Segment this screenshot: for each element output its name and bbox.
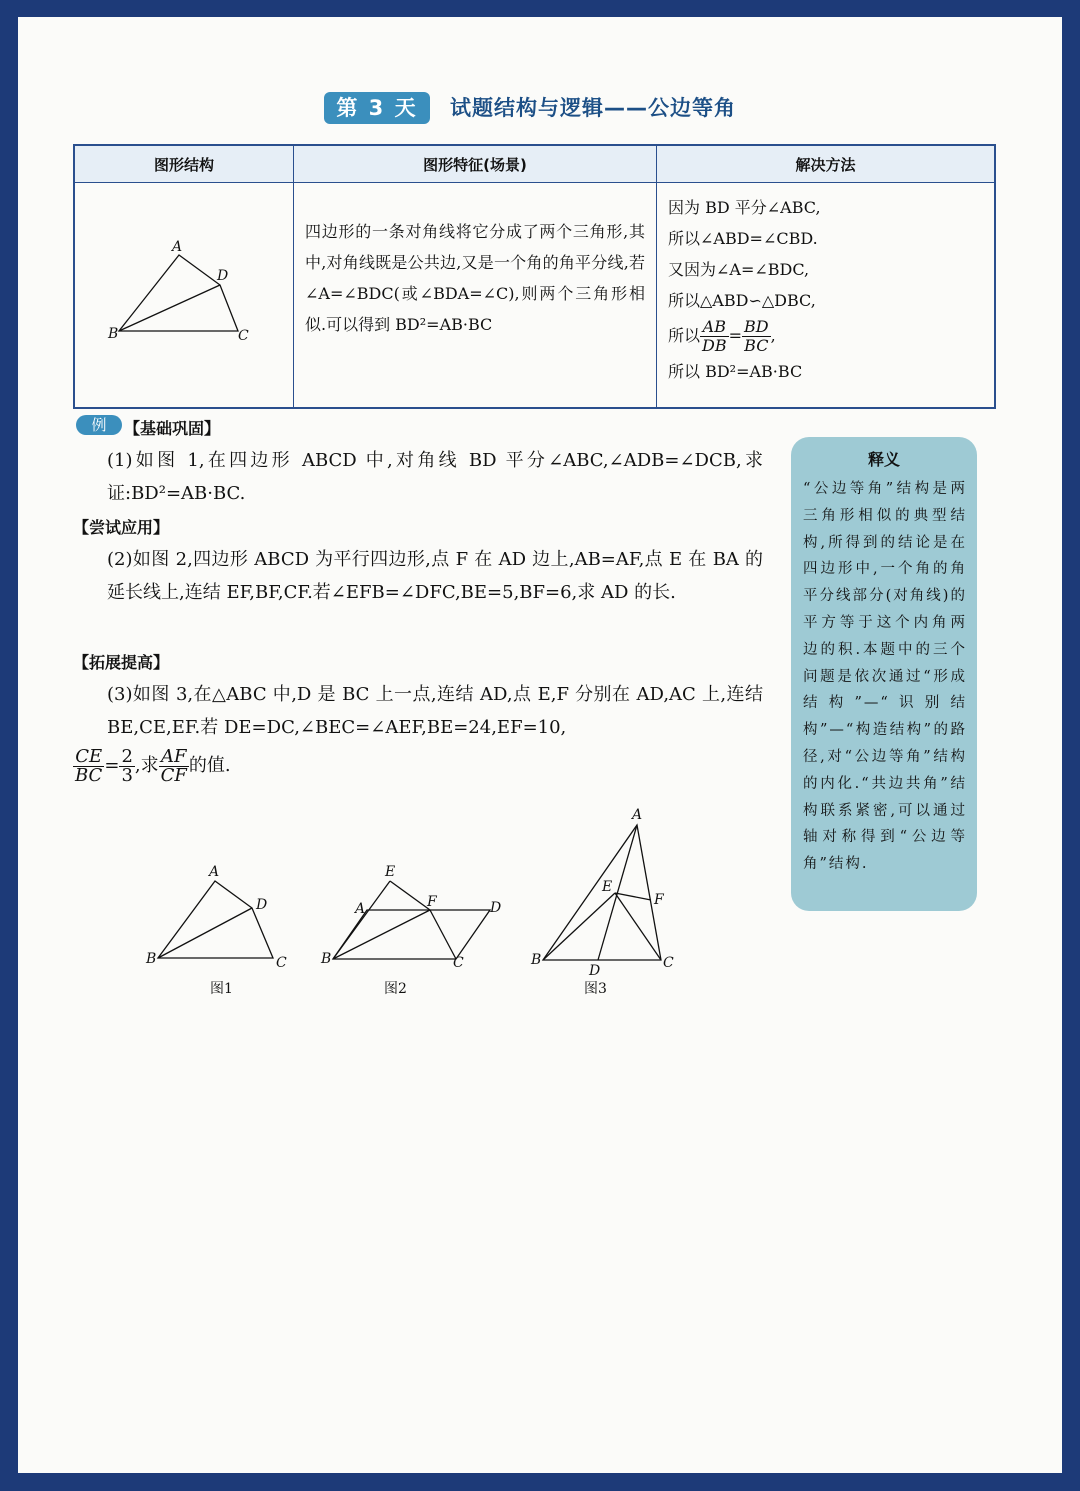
fig2-label: D: [490, 900, 502, 916]
figure-1-caption: 图1: [210, 981, 233, 997]
solution-line: 所以∠ABD=∠CBD.: [668, 229, 818, 248]
sidebar-text: “公边等角”结构是两三角形相似的典型结构,所得到的结论是在四边形中,一个角的角平分线部分(对角线)的平方等于这个内角两边的积.本题中的三个问题是依次通过“形成结构”—“识别结构”—“构造结构”的路径,对“公边等角”结构的内化.“共边共角”结构联系紧密,可以通过轴对称得到“公边等角”结构.: [803, 481, 967, 873]
day-badge: 第 3 天: [324, 92, 430, 124]
fraction-denominator: CF: [160, 764, 187, 786]
quad-abcd: [119, 255, 238, 331]
fig2-label: E: [385, 864, 396, 880]
solution-prefix: 所以: [668, 326, 701, 345]
fig2-label: A: [355, 901, 366, 917]
question-3: [73, 678, 763, 788]
fig2-line-be: [333, 881, 390, 959]
fig3-label: F: [654, 892, 664, 908]
fraction-af-cf: [159, 745, 189, 786]
table-solution-cell: [657, 183, 996, 409]
fraction-ce-bc: [73, 745, 104, 786]
fraction-2-3: [119, 745, 134, 786]
structure-table: [73, 144, 996, 409]
fraction-numerator: CE: [73, 748, 104, 767]
label-d: D: [217, 268, 229, 284]
column-header-feature: 图形特征(场景): [294, 145, 657, 183]
fraction-denominator: BC: [75, 764, 103, 786]
fig2-label: F: [427, 894, 437, 910]
sidebar-note: [791, 437, 977, 911]
solution-line: 因为 BD 平分∠ABC,: [668, 198, 821, 217]
fig2-line-bf: [333, 910, 430, 959]
fraction-ab-db: [700, 318, 729, 355]
solution-steps: [658, 184, 993, 395]
question-1: [73, 444, 763, 510]
structure-figure: [76, 184, 292, 402]
figure-3-caption: 图3: [584, 981, 607, 997]
question-3-end: 的值.: [188, 755, 231, 776]
fig2-line-cf: [430, 910, 456, 959]
question-1-text: (1)如图 1,在四边形 ABCD 中,对角线 BD 平分∠ABC,∠ADB=∠DCB,求证:BD²=AB·BC.: [107, 450, 763, 504]
solution-line: 所以 BD²=AB·BC: [668, 362, 803, 381]
feature-text: 四边形的一条对角线将它分成了两个三角形,其中,对角线既是公共边,又是一个角的角平分线,若∠A=∠BDC(或∠BDA=∠C),则两个三角形相似.可以得到 BD²=AB·BC: [305, 222, 645, 334]
fraction-denominator: DB: [702, 336, 727, 355]
figures-row: [18, 797, 738, 987]
equals-sign: =: [728, 326, 743, 345]
fig3-line-be: [543, 893, 615, 960]
fig1-label: A: [209, 864, 220, 880]
fraction-numerator: 2: [121, 745, 133, 767]
section-heading-try: 【尝试应用】: [73, 518, 170, 537]
label-b: B: [108, 326, 119, 342]
fig1-label: C: [276, 955, 287, 971]
equals-sign: =: [104, 755, 120, 776]
question-3-mid: ,求: [134, 755, 159, 776]
label-a: A: [172, 239, 183, 255]
table-figure-cell: [74, 183, 294, 409]
fig3-label: B: [531, 952, 542, 968]
fig3-label: D: [589, 963, 601, 979]
fraction-numerator: AF: [159, 748, 189, 767]
column-header-solution: 解决方法: [657, 145, 996, 183]
fig2-parallelogram: [333, 910, 490, 959]
example-badge: 例: [76, 415, 122, 435]
solution-suffix: ,: [770, 326, 776, 345]
fig1-label: B: [146, 951, 157, 967]
fraction-bd-bc: [742, 318, 771, 355]
question-3-fraction-line: [73, 744, 763, 788]
page: [18, 17, 1062, 1473]
fig3-label: C: [663, 955, 674, 971]
question-2: [73, 543, 763, 609]
diagonal-bd: [119, 285, 220, 331]
page-title: 试题结构与逻辑——公边等角: [450, 96, 736, 120]
section-heading-basic: 【基础巩固】: [124, 419, 221, 438]
fig2-label: B: [321, 951, 332, 967]
label-c: C: [238, 328, 249, 344]
solution-line: 又因为∠A=∠BDC,: [668, 260, 810, 279]
fraction-denominator: 3: [121, 764, 133, 786]
fig2-line-ef: [390, 881, 430, 910]
fig2-label: C: [453, 955, 464, 971]
question-2-text: (2)如图 2,四边形 ABCD 为平行四边形,点 F 在 AD 边上,AB=AF,点 E 在 BA 的延长线上,连结 EF,BF,CF.若∠EFB=∠DFC,BE=5,BF=6,求 AD 的长.: [107, 549, 763, 603]
fig1-quad: [158, 881, 273, 958]
fig3-label: A: [632, 807, 643, 823]
question-3-text: (3)如图 3,在△ABC 中,D 是 BC 上一点,连结 AD,点 E,F 分别在 AD,AC 上,连结 BE,CE,EF.若 DE=DC,∠BEC=∠AEF,BE=24,EF=10,: [107, 684, 763, 738]
fig3-line-ef: [615, 893, 651, 900]
fraction-denominator: BC: [744, 336, 769, 355]
fig1-diagonal: [158, 908, 252, 958]
column-header-figure: 图形结构: [74, 145, 294, 183]
table-feature-cell: [294, 183, 657, 409]
sidebar-title: 释义: [867, 450, 900, 469]
section-heading-extend: 【拓展提高】: [73, 653, 170, 672]
fig1-label: D: [256, 897, 268, 913]
solution-fraction-line: [668, 316, 983, 356]
figure-2-caption: 图2: [384, 981, 407, 997]
solution-line: 所以△ABD∽△DBC,: [668, 291, 816, 310]
fig3-label: E: [602, 879, 613, 895]
fraction-numerator: AB: [700, 318, 729, 337]
fraction-numerator: BD: [744, 317, 769, 336]
